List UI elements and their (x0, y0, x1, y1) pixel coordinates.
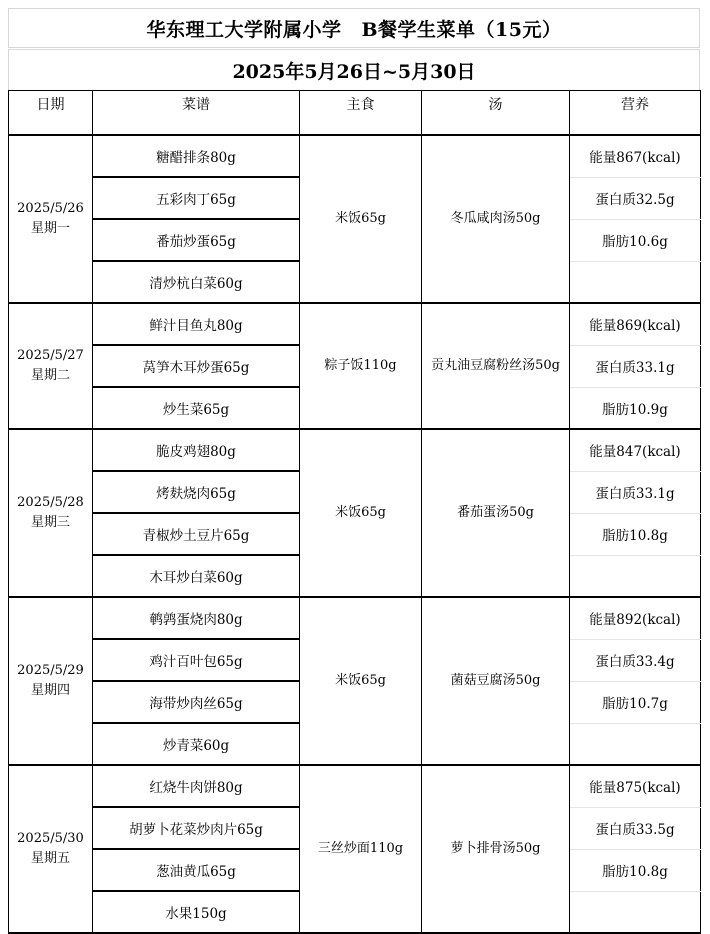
nutrition-cell: 脂肪10.7g (570, 681, 701, 723)
table-row (9, 765, 701, 807)
staple-cell: 米饭65g (300, 597, 422, 765)
menu-table (8, 90, 701, 934)
soup-cell (422, 765, 570, 933)
day-weekday: 星期四 (30, 683, 70, 698)
nutrition-cell: 蛋白质33.5g (570, 807, 701, 849)
dish-cell: 青椒炒土豆片65g (93, 513, 300, 555)
dish-cell: 红烧牛肉饼80g (93, 765, 300, 807)
nutrition-cell: 能量869(kcal) (570, 303, 701, 345)
nutrition-cell: 能量892(kcal) (570, 597, 701, 639)
day-date: 2025/5/27 (17, 348, 84, 363)
day-date-cell (9, 765, 93, 933)
soup-name: 菌菇豆腐汤50g (450, 673, 541, 688)
day-date-cell (9, 597, 93, 765)
dish-cell: 烤麸烧肉65g (93, 471, 300, 513)
staple-cell: 米饭65g (300, 429, 422, 597)
menu-title (8, 8, 700, 48)
dish-cell: 鲜汁目鱼丸80g (93, 303, 300, 345)
dish-cell: 炒生菜65g (93, 387, 300, 429)
soup-name: 番茄蛋汤50g (457, 505, 534, 520)
meal-name: B餐学生菜单（15元） (361, 18, 562, 41)
soup-cell (422, 429, 570, 597)
dish-cell: 海带炒肉丝65g (93, 681, 300, 723)
nutrition-cell: 脂肪10.8g (570, 849, 701, 891)
nutrition-cell: 脂肪10.9g (570, 387, 701, 429)
day-weekday: 星期二 (30, 368, 70, 383)
nutrition-cell (570, 723, 701, 765)
staple-cell: 三丝炒面110g (300, 765, 422, 933)
staple-cell: 米饭65g (300, 135, 422, 303)
nutrition-cell: 能量847(kcal) (570, 429, 701, 471)
day-date-cell (9, 429, 93, 597)
soup-name: 萝卜排骨汤50g (450, 841, 541, 856)
nutrition-cell: 蛋白质32.5g (570, 177, 701, 219)
col-soup-header: 汤 (422, 91, 570, 136)
dish-cell: 炒青菜60g (93, 723, 300, 765)
soup-name: 贡丸油豆腐粉丝汤50g (431, 358, 560, 373)
date-range: 2025年5月26日~5月30日 (8, 49, 700, 90)
dish-cell: 五彩肉丁65g (93, 177, 300, 219)
col-staple-header: 主食 (300, 91, 422, 136)
soup-cell (422, 597, 570, 765)
table-row (9, 303, 701, 345)
col-nutrition-header: 营养 (570, 91, 701, 136)
nutrition-cell (570, 261, 701, 303)
dish-cell: 脆皮鸡翅80g (93, 429, 300, 471)
dish-cell: 清炒杭白菜60g (93, 261, 300, 303)
dish-cell: 番茄炒蛋65g (93, 219, 300, 261)
table-row (9, 429, 701, 471)
menu-body (9, 135, 701, 933)
nutrition-cell (570, 555, 701, 597)
soup-name: 冬瓜咸肉汤50g (450, 211, 541, 226)
nutrition-cell: 蛋白质33.1g (570, 471, 701, 513)
day-date: 2025/5/26 (17, 201, 84, 216)
day-date-cell (9, 303, 93, 429)
dish-cell: 胡萝卜花菜炒肉片65g (93, 807, 300, 849)
day-weekday: 星期五 (30, 851, 70, 866)
dish-cell: 鹌鹑蛋烧肉80g (93, 597, 300, 639)
nutrition-cell: 能量867(kcal) (570, 135, 701, 177)
dish-cell: 葱油黄瓜65g (93, 849, 300, 891)
day-weekday: 星期一 (30, 221, 70, 236)
day-date: 2025/5/29 (17, 663, 84, 678)
day-date: 2025/5/28 (17, 495, 84, 510)
col-dishes-header: 菜谱 (93, 91, 300, 136)
day-weekday: 星期三 (30, 515, 70, 530)
nutrition-cell: 脂肪10.6g (570, 219, 701, 261)
header-row (9, 91, 701, 136)
nutrition-cell: 蛋白质33.4g (570, 639, 701, 681)
nutrition-cell: 能量875(kcal) (570, 765, 701, 807)
staple-cell: 粽子饭110g (300, 303, 422, 429)
dish-cell: 鸡汁百叶包65g (93, 639, 300, 681)
table-row (9, 135, 701, 177)
col-date-header: 日期 (9, 91, 93, 136)
soup-cell (422, 303, 570, 429)
soup-cell (422, 135, 570, 303)
school-name: 华东理工大学附属小学 (146, 18, 342, 41)
nutrition-cell: 蛋白质33.1g (570, 345, 701, 387)
dish-cell: 水果150g (93, 891, 300, 933)
table-row (9, 597, 701, 639)
dish-cell: 木耳炒白菜60g (93, 555, 300, 597)
dish-cell: 莴笋木耳炒蛋65g (93, 345, 300, 387)
day-date: 2025/5/30 (17, 831, 84, 846)
dish-cell: 糖醋排条80g (93, 135, 300, 177)
day-date-cell (9, 135, 93, 303)
nutrition-cell: 脂肪10.8g (570, 513, 701, 555)
